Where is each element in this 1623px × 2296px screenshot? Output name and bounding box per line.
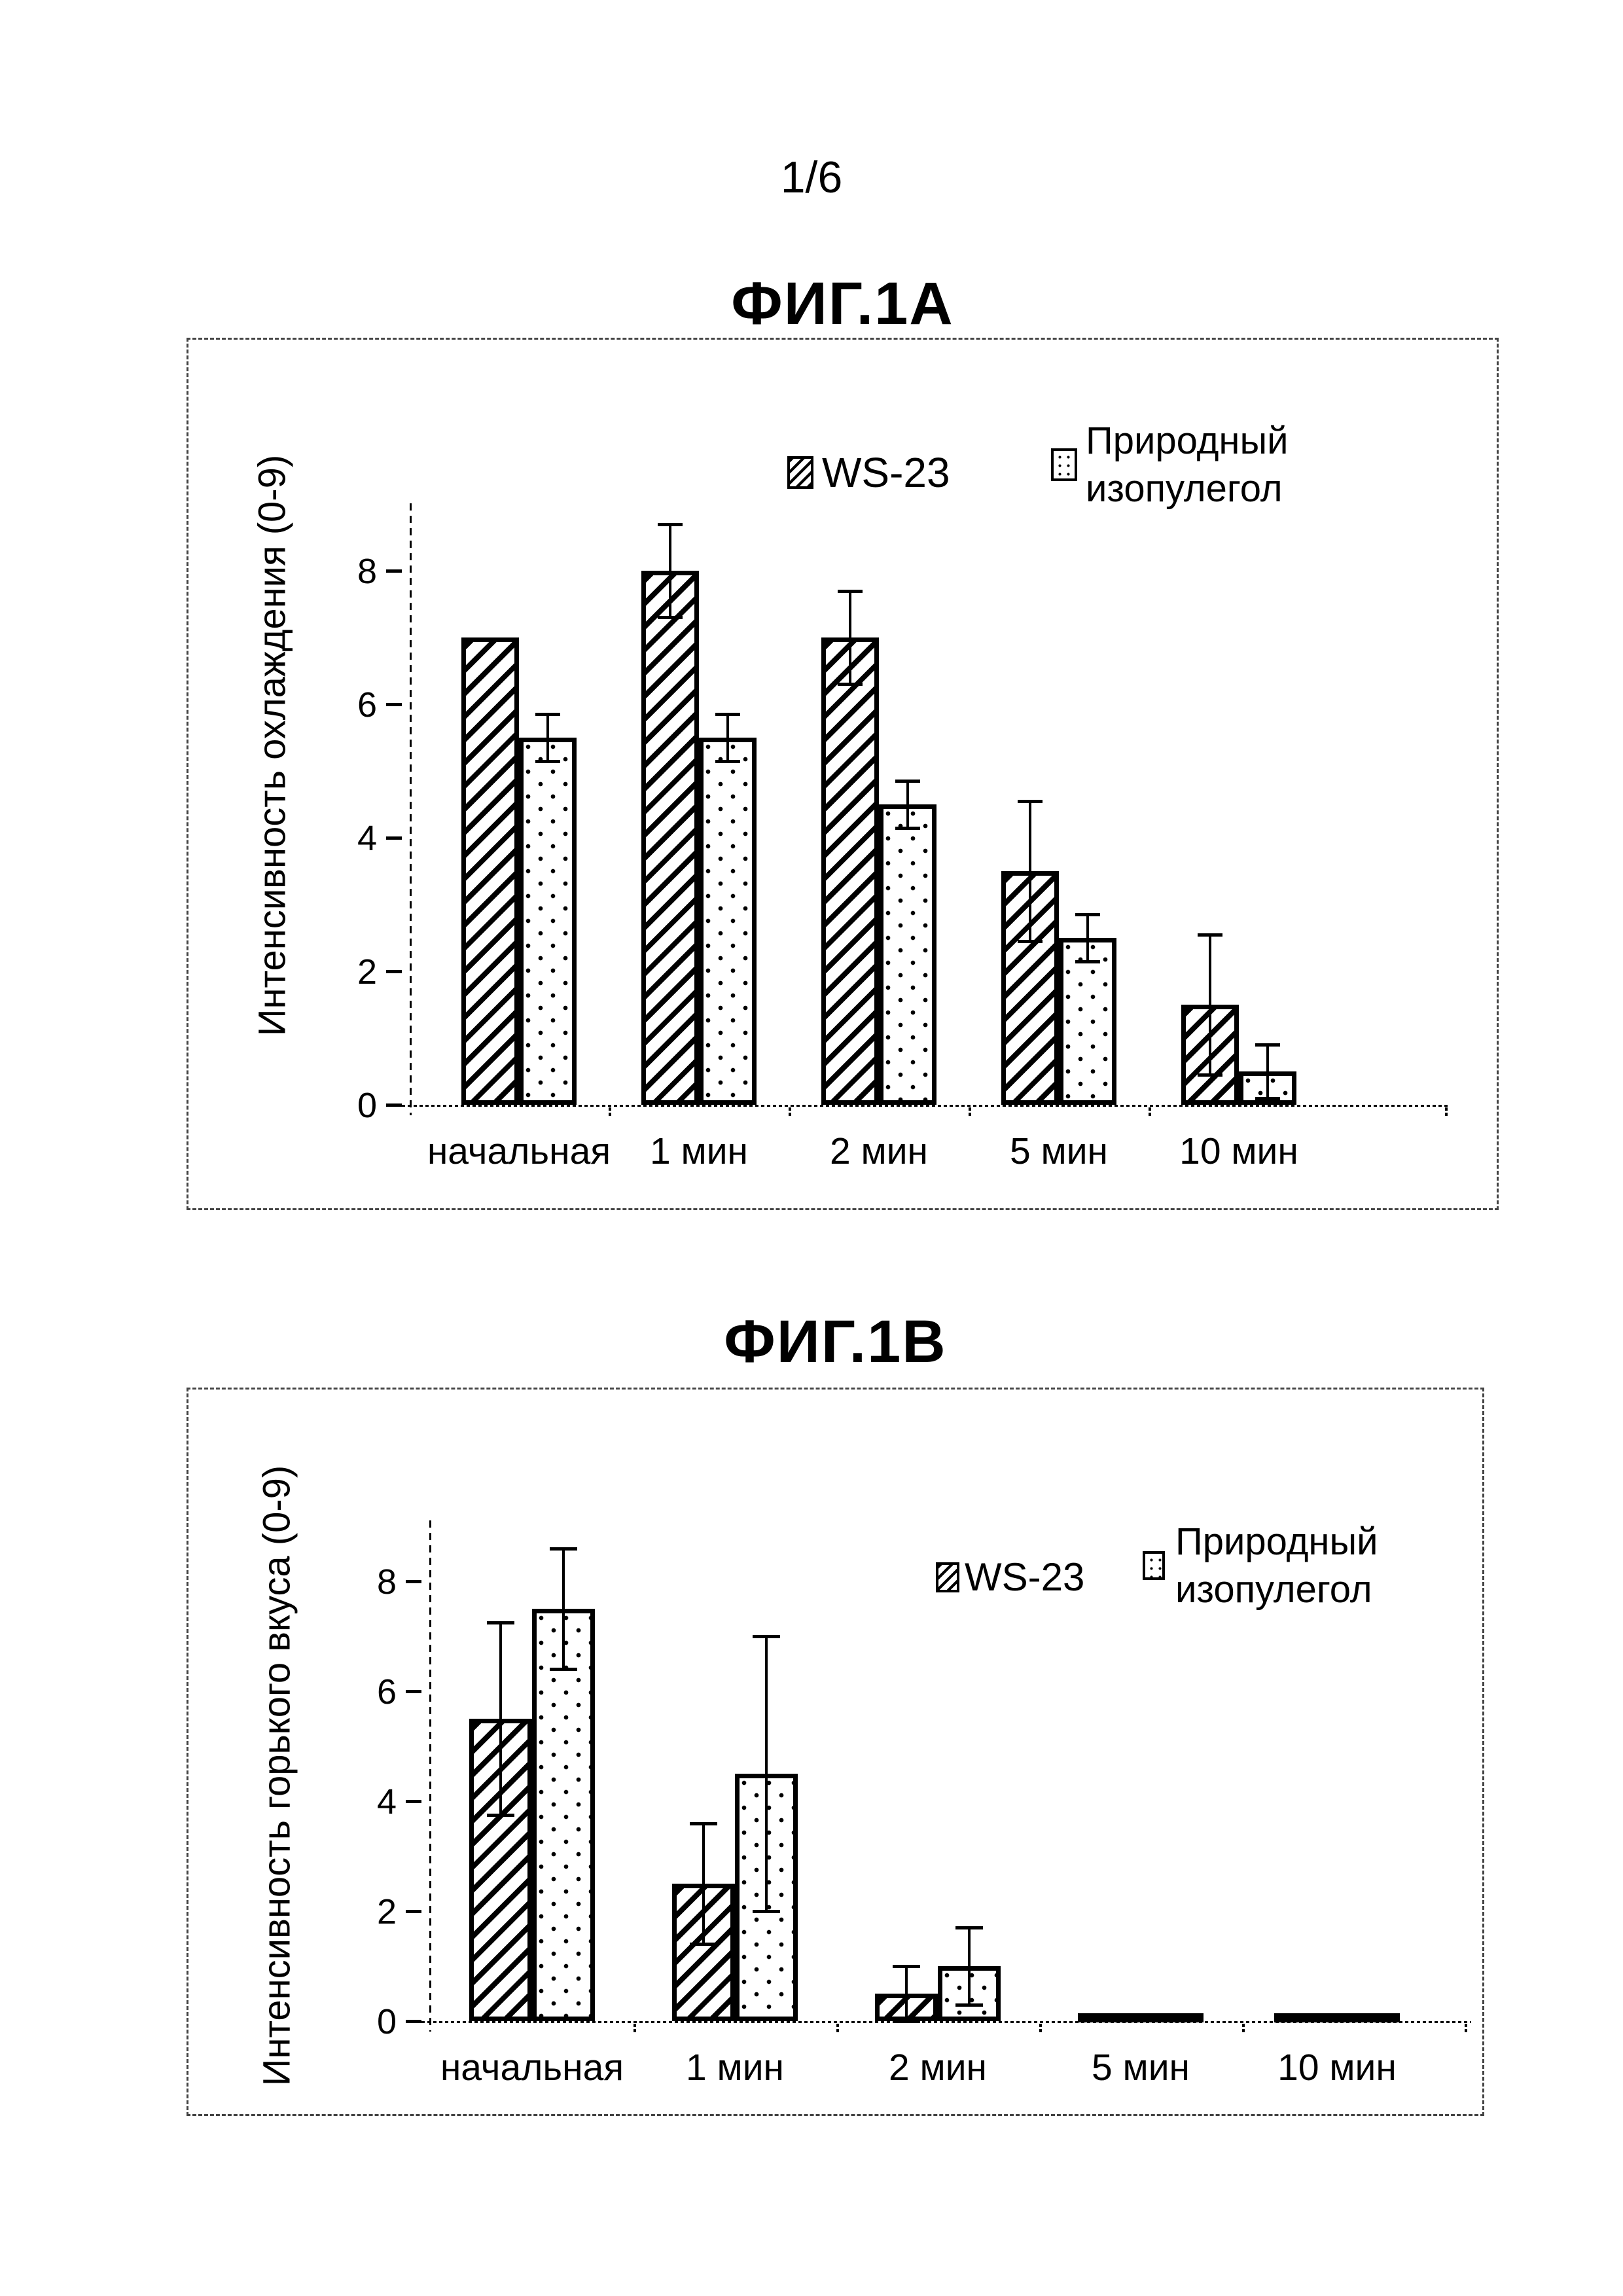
error-bar-cap [753, 1635, 780, 1638]
x-tick-mark [633, 2024, 636, 2034]
legend-item-isopulegol [1143, 1518, 1378, 1613]
x-tick-label: 1 мин [685, 2047, 785, 2089]
error-bar-cap [893, 1965, 920, 1968]
bar-isopulegol [699, 738, 757, 1105]
y-tick-label: 6 [376, 1672, 397, 1712]
y-tick-mark [406, 2020, 421, 2023]
x-tick-mark [1149, 1107, 1151, 1118]
error-bar [906, 781, 909, 827]
error-bar-cap [715, 713, 740, 716]
error-bar-cap [550, 1668, 577, 1671]
error-bar-cap [1198, 1073, 1222, 1077]
error-bar-cap [955, 2003, 983, 2007]
figure-1b-plot-area [188, 1390, 1482, 2114]
page-number: 1/6 [780, 152, 843, 202]
hatch-swatch-icon [787, 456, 813, 489]
error-bar [1209, 935, 1211, 1075]
bar-isopulegol [879, 804, 936, 1105]
error-bar [546, 714, 549, 761]
x-tick-mark [609, 1107, 611, 1118]
figure-1b-title: ФИГ.1В [724, 1308, 947, 1375]
x-tick-mark [1465, 2024, 1467, 2034]
bar-ws23 [1078, 2013, 1141, 2022]
bar-ws23 [1274, 2013, 1337, 2022]
error-bar [702, 1823, 705, 1945]
error-bar-cap [1018, 940, 1043, 943]
y-tick-mark [386, 970, 402, 973]
hatch-swatch-icon [936, 1562, 959, 1592]
error-bar-cap [1255, 1097, 1280, 1100]
x-tick-mark [969, 1107, 971, 1118]
x-tick-label: 2 мин [888, 2047, 988, 2089]
error-bar-cap [535, 760, 560, 763]
x-tick-label: начальная [440, 2047, 624, 2089]
x-axis [402, 1105, 1448, 1107]
error-bar-cap [838, 683, 863, 686]
error-bar [968, 1928, 971, 2005]
error-bar [905, 1966, 908, 2021]
y-tick-mark [406, 1910, 421, 1913]
error-bar-cap [895, 780, 920, 783]
y-tick-label: 0 [357, 1086, 377, 1125]
x-tick-label: 2 мин [829, 1130, 929, 1172]
figure-1b-chart [187, 1388, 1484, 2116]
x-tick-label: 5 мин [1091, 2047, 1190, 2089]
y-tick-mark [386, 703, 402, 706]
error-bar-cap [895, 827, 920, 830]
error-bar-cap [1018, 800, 1043, 803]
x-tick-mark [789, 1107, 791, 1118]
error-bar-cap [1075, 913, 1100, 916]
error-bar-cap [690, 1943, 717, 1946]
x-tick-label: 10 мин [1179, 1130, 1298, 1172]
y-tick-mark [406, 1690, 421, 1693]
error-bar-cap [753, 1910, 780, 1913]
error-bar-cap [893, 2020, 920, 2023]
bar-ws23 [461, 637, 519, 1105]
legend-label-isopulegol: Природный изопулегол [1175, 1520, 1378, 1611]
error-bar-cap [1198, 933, 1222, 937]
error-bar [669, 524, 671, 618]
error-bar [1029, 801, 1031, 941]
y-tick-label: 6 [357, 685, 377, 725]
bar-ws23 [641, 571, 699, 1105]
dots-swatch-icon [1051, 448, 1077, 481]
error-bar [726, 714, 729, 761]
error-bar-cap [550, 1547, 577, 1551]
error-bar [499, 1623, 502, 1815]
legend-label-isopulegol: Природный изопулегол [1086, 420, 1289, 510]
x-tick-label: 5 мин [1009, 1130, 1109, 1172]
y-tick-mark [386, 1103, 402, 1107]
x-tick-label: 1 мин [649, 1130, 749, 1172]
error-bar-cap [658, 523, 683, 526]
bar-isopulegol [1337, 2013, 1400, 2022]
y-axis-label: Интенсивность охлаждения (0-9) [251, 454, 294, 1037]
error-bar-cap [955, 1926, 983, 1929]
error-bar-cap [1075, 960, 1100, 963]
error-bar [562, 1549, 565, 1670]
y-tick-label: 8 [357, 552, 377, 591]
y-axis-label: Интенсивность горького вкуса (0-9) [255, 1465, 298, 2087]
y-tick-mark [406, 1800, 421, 1803]
y-axis [410, 503, 412, 1115]
legend-item-ws23 [936, 1554, 1084, 1600]
x-tick-label: 10 мин [1277, 2047, 1397, 2089]
x-tick-mark [1242, 2024, 1245, 2034]
error-bar [849, 591, 851, 685]
y-tick-label: 2 [357, 952, 377, 992]
bar-ws23 [821, 637, 879, 1105]
error-bar-cap [690, 1822, 717, 1825]
y-tick-mark [406, 1580, 421, 1583]
y-tick-label: 4 [357, 819, 377, 858]
error-bar-cap [1255, 1043, 1280, 1047]
legend-label-ws23: WS-23 [822, 449, 950, 496]
error-bar [1086, 914, 1089, 961]
x-tick-mark [1039, 2024, 1042, 2034]
y-tick-mark [386, 569, 402, 573]
error-bar-cap [535, 713, 560, 716]
y-tick-mark [386, 836, 402, 840]
error-bar [1266, 1045, 1269, 1098]
figure-1a-title: ФИГ.1А [731, 270, 954, 337]
error-bar-cap [658, 616, 683, 619]
figure-1a-chart [187, 338, 1499, 1210]
y-axis [429, 1520, 431, 2032]
legend-item-isopulegol [1051, 417, 1302, 512]
bar-isopulegol [519, 738, 577, 1105]
error-bar-cap [487, 1814, 514, 1817]
x-tick-mark [1445, 1107, 1448, 1118]
y-tick-label: 2 [376, 1892, 397, 1931]
legend-item-ws23 [787, 448, 950, 497]
bar-isopulegol [1141, 2013, 1204, 2022]
error-bar-cap [715, 760, 740, 763]
y-tick-label: 4 [376, 1782, 397, 1821]
legend-label-ws23: WS-23 [965, 1555, 1085, 1599]
x-tick-mark [836, 2024, 839, 2034]
x-tick-label: начальная [427, 1130, 611, 1172]
error-bar-cap [487, 1621, 514, 1624]
error-bar-cap [838, 590, 863, 593]
y-tick-label: 0 [376, 2002, 397, 2041]
error-bar [765, 1636, 768, 1911]
dots-swatch-icon [1143, 1551, 1165, 1580]
y-tick-label: 8 [376, 1562, 397, 1602]
